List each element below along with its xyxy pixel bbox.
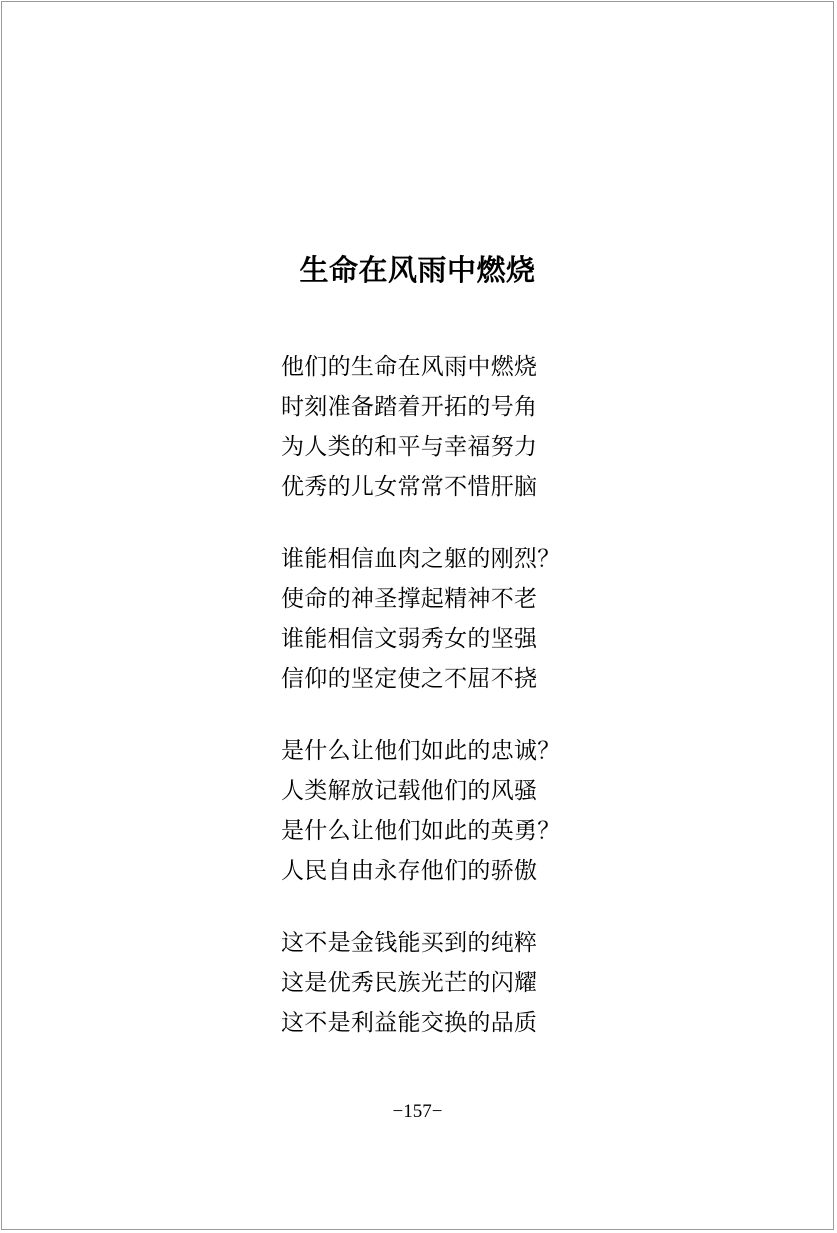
poem-line: 人类解放记载他们的风骚	[281, 778, 538, 804]
poem-line: 他们的生命在风雨中燃烧	[281, 354, 538, 380]
stanza-1	[281, 347, 681, 507]
poem-line: 时刻准备踏着开拓的号角	[281, 394, 538, 420]
stanza-4	[281, 923, 681, 1043]
poem-title: 生命在风雨中燃烧	[299, 253, 536, 287]
poem-body	[281, 347, 681, 1075]
poem-line: 这不是利益能交换的品质	[281, 1010, 538, 1036]
stanza-3	[281, 731, 681, 891]
poem-line: 是什么让他们如此的英勇？	[281, 818, 561, 844]
poem-line: 为人类的和平与幸福努力	[281, 434, 538, 460]
poem-line: 人民自由永存他们的骄傲	[281, 858, 538, 884]
poem-line: 信仰的坚定使之不屈不挠	[281, 666, 538, 692]
page-number: −157−	[392, 1101, 443, 1122]
poem-line: 这不是金钱能买到的纯粹	[281, 930, 538, 956]
stanza-2	[281, 539, 681, 699]
document-page	[1, 1, 834, 1230]
poem-line: 是什么让他们如此的忠诚？	[281, 738, 561, 764]
poem-line: 使命的神圣撑起精神不老	[281, 586, 538, 612]
poem-line: 谁能相信文弱秀女的坚强	[281, 626, 538, 652]
poem-line: 优秀的儿女常常不惜肝脑	[281, 474, 538, 500]
poem-line: 这是优秀民族光芒的闪耀	[281, 970, 538, 996]
poem-line: 谁能相信血肉之躯的刚烈？	[281, 546, 561, 572]
